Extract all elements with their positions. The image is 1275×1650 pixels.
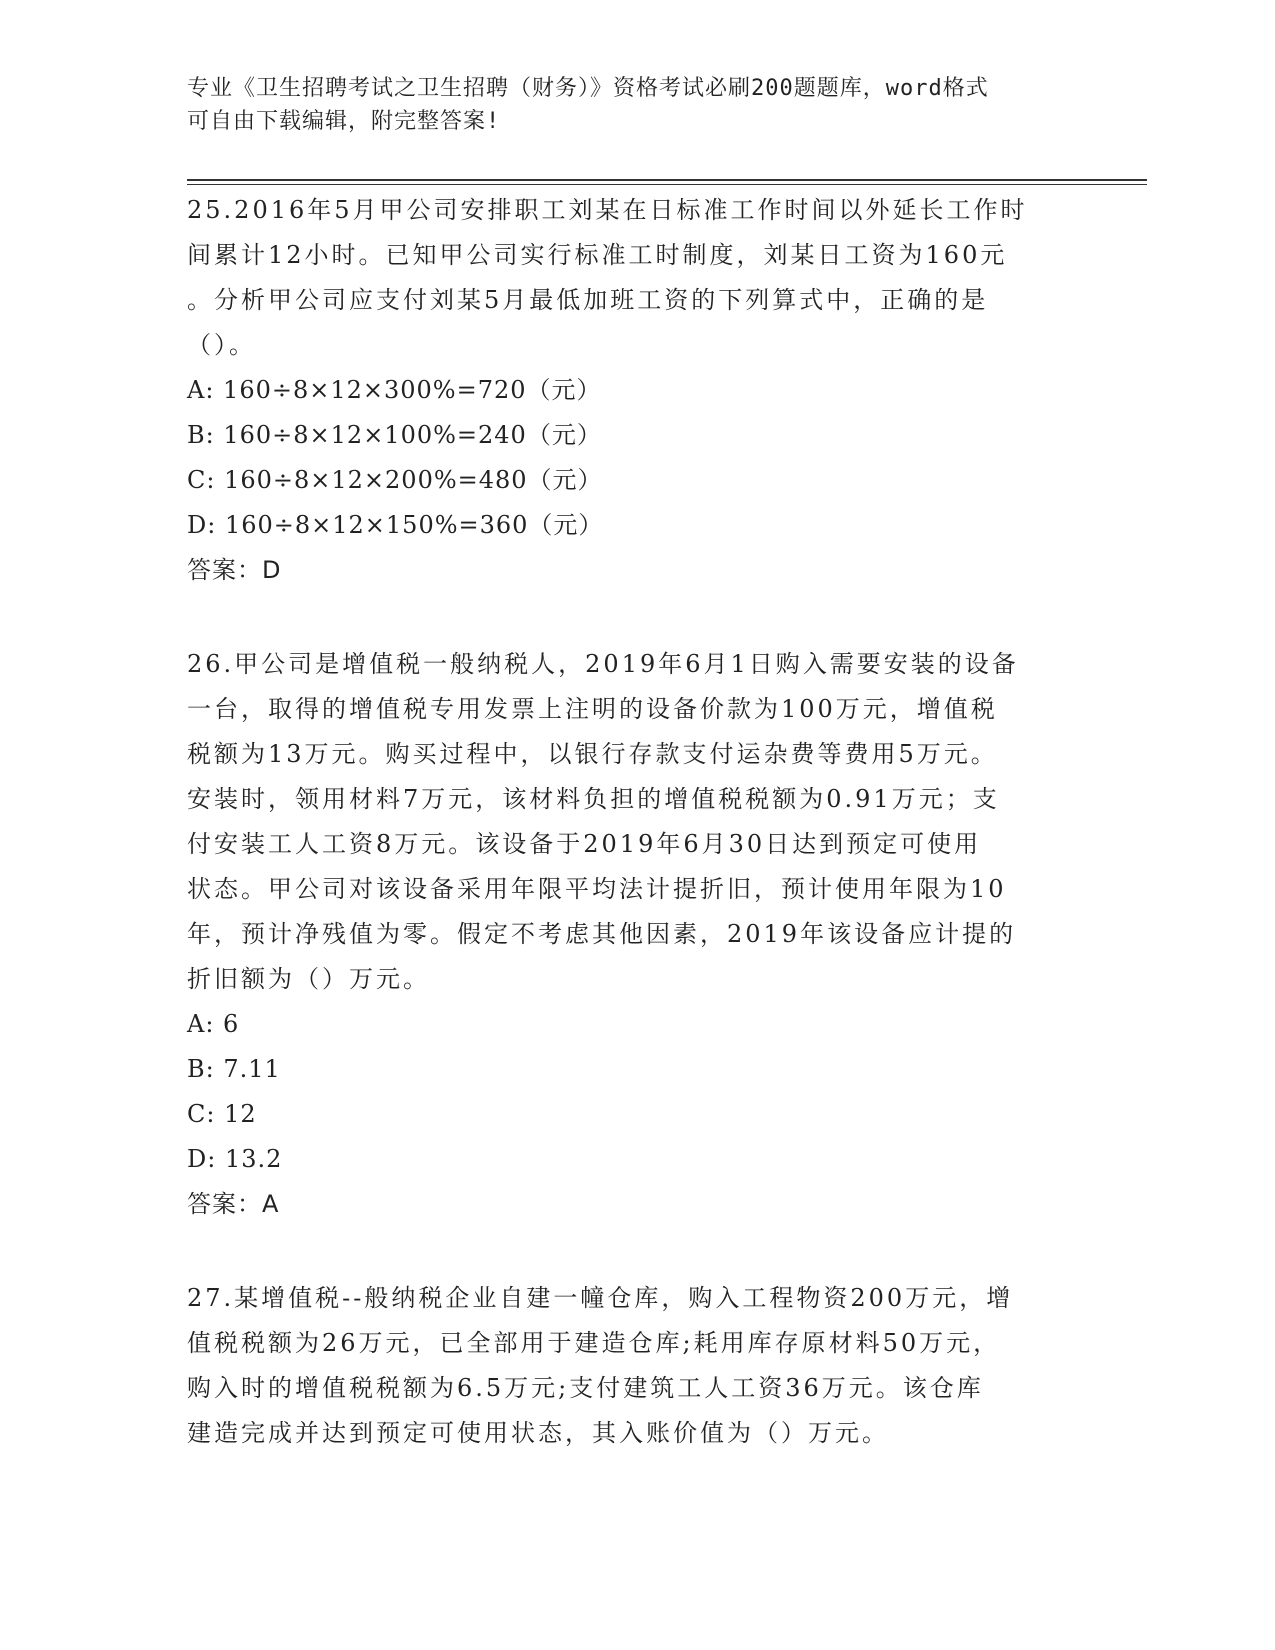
question-26 [187, 642, 1077, 1227]
option-c: C: 160÷8×12×200%=480（元） [187, 466, 603, 494]
option-a: A: 160÷8×12×300%=720（元） [187, 376, 602, 404]
question-stem-line: 25.2016年5月甲公司安排职工刘某在日标准工作时间以外延长工作时 [187, 196, 1028, 224]
question-stem-line: 税额为13万元。购买过程中，以银行存款支付运杂费等费用5万元。 [187, 740, 998, 768]
option-b: B: 160÷8×12×100%=240（元） [187, 421, 602, 449]
option-d: D: 160÷8×12×150%=360（元） [187, 511, 604, 539]
document-header [187, 72, 1067, 138]
question-stem-line: 间累计12小时。已知甲公司实行标准工时制度，刘某日工资为160元 [187, 241, 1008, 269]
header-divider-top [187, 179, 1147, 181]
question-stem-line: 购入时的增值税税额为6.5万元;支付建筑工人工资36万元。该仓库 [187, 1374, 984, 1402]
question-27 [187, 1276, 1077, 1456]
option-a: A: 6 [187, 1010, 240, 1038]
question-25 [187, 188, 1077, 593]
question-stem-line: 状态。甲公司对该设备采用年限平均法计提折旧，预计使用年限为10 [187, 875, 1007, 903]
header-divider-bottom [187, 184, 1147, 185]
question-stem-line: 年，预计净残值为零。假定不考虑其他因素，2019年该设备应计提的 [187, 920, 1017, 948]
answer-line: 答案：A [187, 1190, 280, 1218]
option-d: D: 13.2 [187, 1145, 283, 1173]
question-stem-line: 。分析甲公司应支付刘某5月最低加班工资的下列算式中，正确的是 [187, 286, 989, 314]
question-stem-line: 一台，取得的增值税专用发票上注明的设备价款为100万元，增值税 [187, 695, 998, 723]
option-c: C: 12 [187, 1100, 257, 1128]
header-title-line-2: 可自由下载编辑，附完整答案! [187, 109, 501, 134]
answer-line: 答案：D [187, 556, 282, 584]
header-title-line-1: 专业《卫生招聘考试之卫生招聘（财务）》资格考试必刷200题题库，word格式 [187, 76, 989, 101]
question-stem-line: 安装时，领用材料7万元，该材料负担的增值税税额为0.91万元；支 [187, 785, 1000, 813]
question-stem-line: 27.某增值税--般纳税企业自建一幢仓库，购入工程物资200万元，增 [187, 1284, 1014, 1312]
question-stem-line: 26.甲公司是增值税一般纳税人，2019年6月1日购入需要安装的设备 [187, 650, 1019, 678]
question-stem-line: 建造完成并达到预定可使用状态，其入账价值为（）万元。 [187, 1419, 889, 1447]
question-stem-line: 付安装工人工资8万元。该设备于2019年6月30日达到预定可使用 [187, 830, 982, 858]
option-b: B: 7.11 [187, 1055, 281, 1083]
question-stem-line: 值税税额为26万元，已全部用于建造仓库;耗用库存原材料50万元， [187, 1329, 1001, 1357]
question-stem-line: （）。 [187, 331, 256, 359]
question-stem-line: 折旧额为（）万元。 [187, 965, 430, 993]
